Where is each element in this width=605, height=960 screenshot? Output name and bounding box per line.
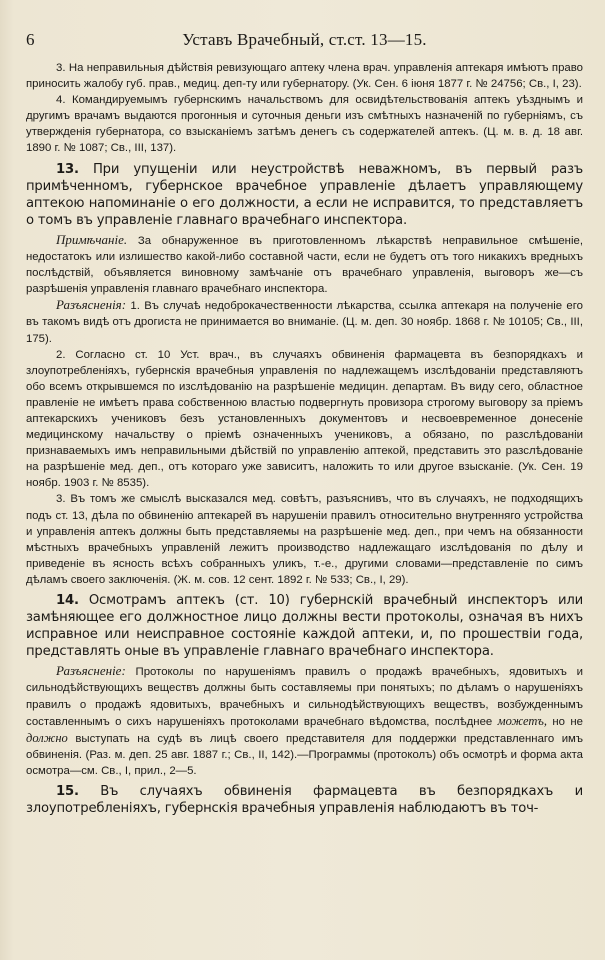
explanations-label: Разъясненія: <box>56 297 127 313</box>
page-header <box>26 30 583 60</box>
emphasis-mozhet: можетъ, <box>497 713 548 728</box>
explanation-13-1-text: 1. Въ случаѣ недоброкачественности лѣкарства, ссылка аптекаря на полученіе его въ такомъ видѣ отъ дрогиста не принимается во вниманіе. (Ц. м. деп. 30 ноябр. 1868 г. № 10105; Св., III, 175). <box>26 300 584 345</box>
explanation-14-text-b: но не <box>552 715 583 728</box>
explanation-label: Разъясненіе: <box>56 663 126 679</box>
article-13-text: При упущеніи или неустройствѣ неважномъ, въ первый разъ примѣченномъ, губернское врачебное управленіе дѣлаетъ управляющему аптекою напоминаніе о его должности, а если не исправится, то представляетъ о томъ въ управленіе главнаго врачебнаго инспектора. <box>26 161 583 228</box>
item-4: 4. Командируемымъ губернскимъ начальствомъ для освидѣтельствованія аптекъ уѣзднымъ и другимъ врачамъ выдаются прогонныя и суточныя деньги изъ смѣтныхъ назначеній по губерніямъ, съ утвержденія губернатора, со взысканіемъ затѣмъ денегъ съ содержателей аптекъ. (Ц. м. в. д. 18 авг. 1890 г. № 1087; Св., III, 137). <box>26 94 583 155</box>
article-14 <box>26 592 583 660</box>
emphasis-dolzhno: должно <box>26 730 68 745</box>
explanation-13-3: 3. Въ томъ же смыслѣ высказался мед. совѣтъ, разъяснивъ, что въ случаяхъ, не подходящихъ подъ ст. 13, дѣла по обвиненію аптекарей въ нарушеніи правилъ относительно внутренняго устройства и управленія аптекъ должны быть представляемы на разрѣшеніе мед. деп., при чемъ на обязанности мѣстныхъ врачебныхъ управленій лежитъ производство надлежащаго изслѣдованія по дѣлу и приведеніе въ ясность всѣхъ собранныхъ уликъ, т.-е., другими словами—представленіе по симъ дѣламъ своего заключенія. (Ж. м. сов. 12 сент. 1892 г. № 533; Св., I, 29). <box>26 493 583 586</box>
article-15 <box>26 783 583 817</box>
explanation-14 <box>26 663 583 779</box>
article-14-text: Осмотрамъ аптекъ (ст. 10) губернскій врачебный инспекторъ или замѣняющее его должностное лицо должны вести протоколы, означая въ нихъ исправное или неисправное состояніе каждой аптеки, и, по прошествіи года, представлять оные въ управленіе главнаго врачебнаго инспектора. <box>26 593 583 660</box>
note-label: Примѣчаніе. <box>56 231 128 247</box>
running-title: Уставъ Врачебный, ст.ст. 13—15. <box>182 30 427 49</box>
note-text: За обнаруженное въ приготовленномъ лѣкарствѣ неправильное смѣшеніе, недостатокъ или излишество какой-либо составной части, если не будетъ отъ того никакихъ вредныхъ послѣдствій, объявляется виновному замѣчаніе отъ врачебнаго управленія, выговоръ же—съ разрѣшенія управленія главнаго врачебнаго инспектора. <box>26 234 583 296</box>
article-14-number: 14. <box>56 593 79 608</box>
explanation-14-text-c: выступать на судѣ въ лицѣ своего представителя для поддержки представленнаго имъ обвиненія. (Раз. м. деп. 25 авг. 1887 г.; Св., II, 142).—Программы (протоколъ) объ осмотрѣ и форма акта осмотра—см. Св., I, прил., 2—5. <box>26 732 584 777</box>
explanation-13-2: 2. Согласно ст. 10 Уст. врач., въ случаяхъ обвиненія фармацевта въ безпорядкахъ и злоупотребленіяхъ, губернскія врачебныя управленія по надлежащемъ изслѣдованіи представляютъ обо всемъ открывшемся по изслѣдованію на разрѣшеніе медицин. департам. Въ виду сего, областное правленіе не имѣетъ права собственною властью подвергнуть провизора строгому выговору за пріемъ аптекарскихъ учениковъ безъ установленныхъ документовъ и несвоевременное донесеніе медицинскому начальству о пріемѣ означенныхъ учениковъ, а обязано, по разслѣдованіи признаваемыхъ имъ неправильными дѣйствій по управленію аптекой, представить это разслѣдованіе на разрѣшеніе мед. деп., отъ котораго уже зависитъ, наложить то или другое взысканіе. (Ук. Сен. 19 ноябр. 1903 г. № 8535). <box>26 348 583 490</box>
article-15-text: Въ случаяхъ обвиненія фармацевта въ безпорядкахъ и злоупотребленіяхъ, губернскія врачебныя управленія наблюдаютъ въ точ- <box>26 784 583 817</box>
article-15-number: 15. <box>56 784 79 800</box>
explanation-14-text-a: Протоколы по нарушеніямъ правилъ о продажѣ врачебныхъ, ядовитыхъ и сильнодѣйствующихъ веществъ должны быть составляемы при понятыхъ; по дѣламъ о нарушеніяхъ правилъ о продажѣ ядовитыхъ, врачебныхъ и сильнодѣйствующихъ веществъ, возбужденнымъ составленнымъ о сихъ нарушеніяхъ протоколами врачебнаго вѣдомства, послѣднее <box>26 666 583 728</box>
page-number: 6 <box>26 30 35 49</box>
item-3: 3. На неправильныя дѣйствія ревизующаго аптеку члена врач. управленія аптекаря имѣютъ право приносить жалобу губ. прав., медиц. деп-ту или губернатору. (Ук. Сен. 6 іюня 1877 г. № 24756; Св., I, 23). <box>26 62 583 91</box>
article-13 <box>26 161 583 229</box>
article-13-number: 13. <box>56 161 79 177</box>
note-13 <box>26 232 583 297</box>
explanation-13-1 <box>26 297 583 346</box>
